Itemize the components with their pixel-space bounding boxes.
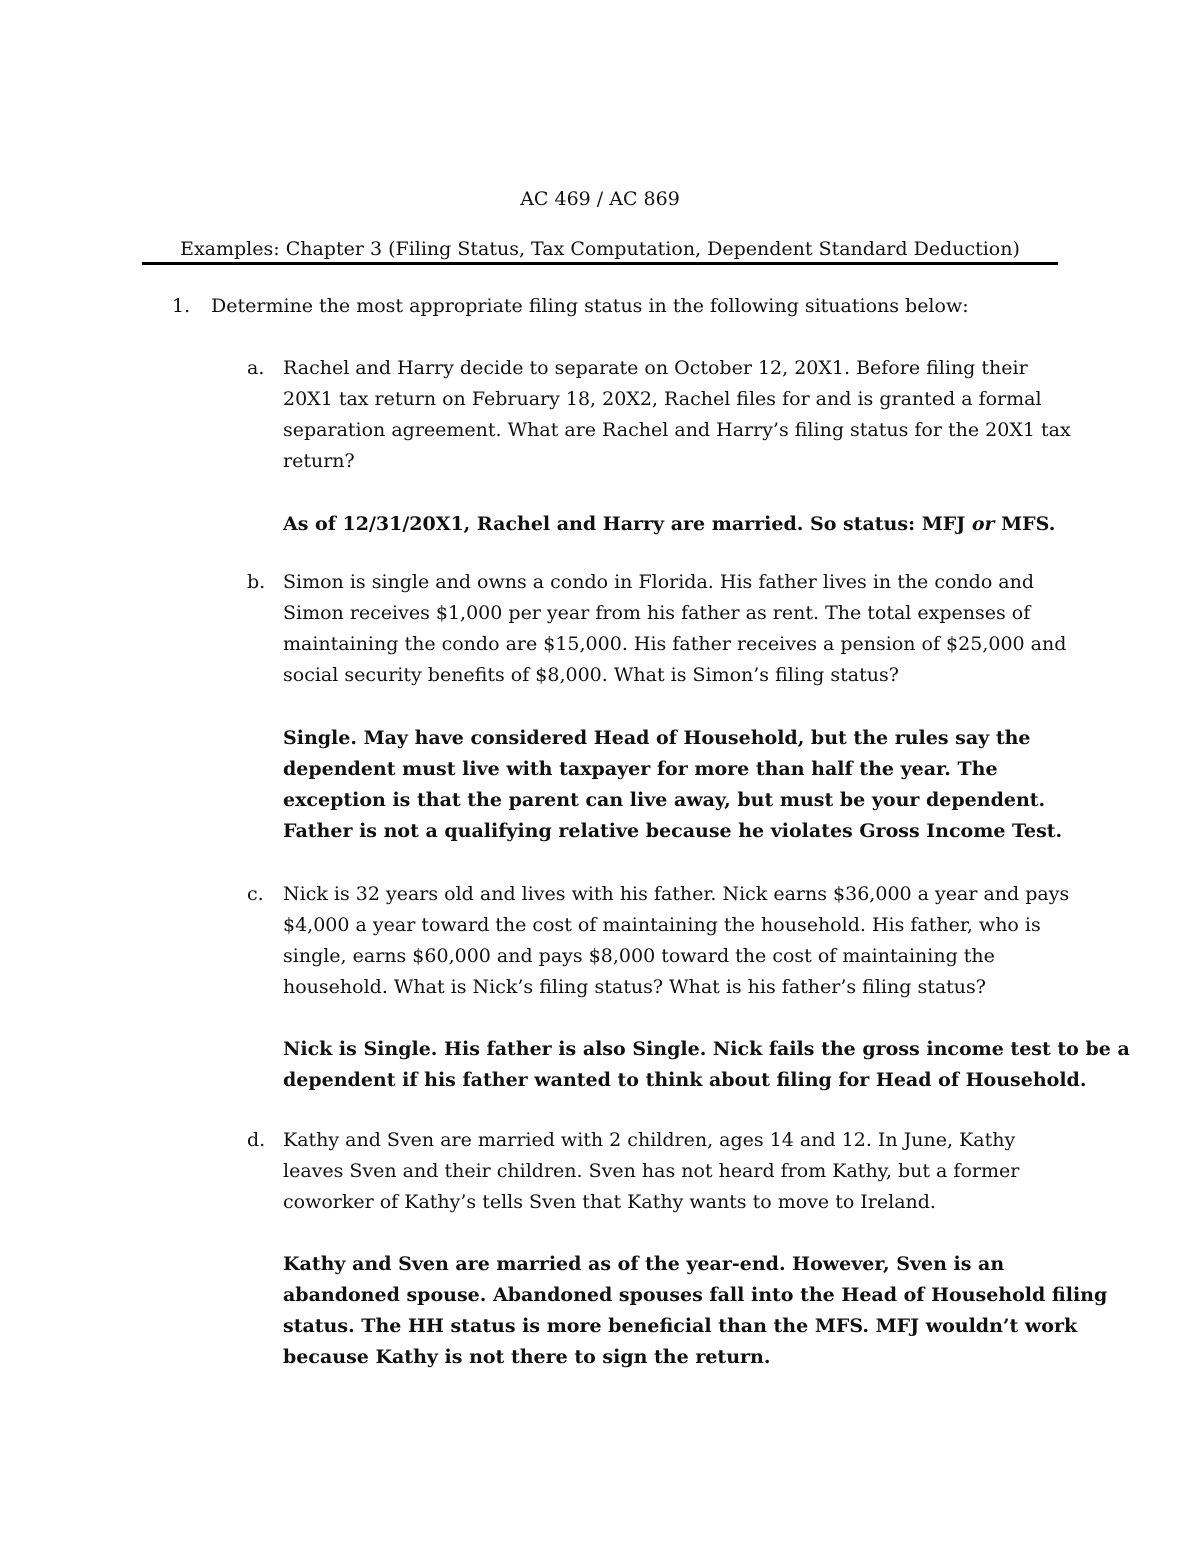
item-line: Rachel and Harry decide to separate on October 12, 20X1. Before filing their xyxy=(283,357,1028,379)
item-line: $4,000 a year toward the cost of maintaining the household. His father, who is xyxy=(283,914,1041,936)
item-letter: c. xyxy=(247,883,264,905)
item-line: Kathy and Sven are married with 2 children, ages 14 and 12. In June, Kathy xyxy=(283,1129,1016,1151)
answer-line: Nick is Single. His father is also Single. Nick fails the gross income test to be a xyxy=(283,1038,1130,1060)
answer-c xyxy=(283,1034,1130,1096)
answer-line: exception is that the parent can live away, but must be your dependent. xyxy=(283,789,1046,811)
item-line: 20X1 tax return on February 18, 20X2, Rachel files for and is granted a formal xyxy=(283,388,1042,410)
item-question xyxy=(283,567,1067,691)
item-line: maintaining the condo are $15,000. His father receives a pension of $25,000 and xyxy=(283,633,1067,655)
answer-line: dependent if his father wanted to think about filing for Head of Household. xyxy=(283,1069,1087,1091)
answer-b xyxy=(283,723,1073,847)
header-divider xyxy=(142,262,1058,265)
answer-text: MFS. xyxy=(994,513,1056,535)
question-prompt: Determine the most appropriate filing status in the following situations below: xyxy=(211,295,969,317)
item-question xyxy=(283,1125,1063,1218)
course-title: AC 469 / AC 869 xyxy=(520,188,680,210)
answer-line: status. The HH status is more beneficial than the MFS. MFJ wouldn’t work xyxy=(283,1315,1078,1337)
page-subtitle: Examples: Chapter 3 (Filing Status, Tax Computation, Dependent Standard Deduction) xyxy=(180,238,1020,260)
item-line: social security benefits of $8,000. What is Simon’s filing status? xyxy=(283,664,899,686)
answer-line: Single. May have considered Head of Household, but the rules say the xyxy=(283,727,1031,749)
answer-emphasis: or xyxy=(971,513,995,535)
item-line: household. What is Nick’s filing status? What is his father’s filing status? xyxy=(283,976,986,998)
answer-line xyxy=(283,509,1073,540)
item-line: return? xyxy=(283,450,355,472)
item-letter: a. xyxy=(247,357,265,379)
item-line: Simon is single and owns a condo in Florida. His father lives in the condo and xyxy=(283,571,1035,593)
answer-line: abandoned spouse. Abandoned spouses fall into the Head of Household filing xyxy=(283,1284,1108,1306)
item-line: Simon receives $1,000 per year from his father as rent. The total expenses of xyxy=(283,602,1031,624)
item-line: Nick is 32 years old and lives with his father. Nick earns $36,000 a year and pays xyxy=(283,883,1070,905)
answer-a xyxy=(283,509,1073,540)
item-question xyxy=(283,353,1071,477)
answer-line: dependent must live with taxpayer for more than half the year. The xyxy=(283,758,998,780)
item-line: coworker of Kathy’s tells Sven that Kathy wants to move to Ireland. xyxy=(283,1191,936,1213)
answer-d xyxy=(283,1249,1108,1373)
answer-text: As of 12/31/20X1, Rachel and Harry are married. So status: MFJ xyxy=(283,513,972,535)
answer-line: because Kathy is not there to sign the return. xyxy=(283,1346,771,1368)
item-line: single, earns $60,000 and pays $8,000 toward the cost of maintaining the xyxy=(283,945,995,967)
answer-line: Father is not a qualifying relative because he violates Gross Income Test. xyxy=(283,820,1063,842)
item-letter: b. xyxy=(247,571,266,593)
item-line: leaves Sven and their children. Sven has not heard from Kathy, but a former xyxy=(283,1160,1020,1182)
item-question xyxy=(283,879,1070,1003)
answer-line: Kathy and Sven are married as of the year-end. However, Sven is an xyxy=(283,1253,1005,1275)
question-number: 1. xyxy=(172,295,191,317)
item-line: separation agreement. What are Rachel and Harry’s filing status for the 20X1 tax xyxy=(283,419,1071,441)
item-letter: d. xyxy=(247,1129,266,1151)
